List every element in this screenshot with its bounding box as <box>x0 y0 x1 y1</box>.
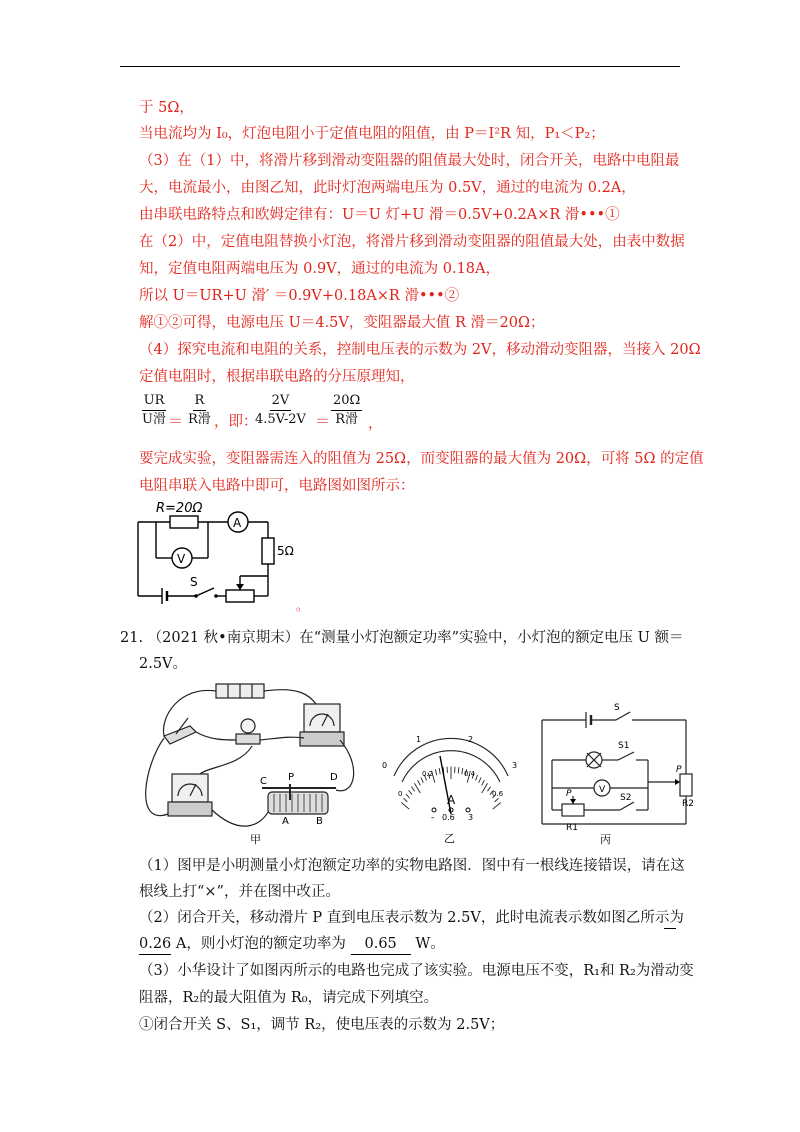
fraction-numerator: 2V <box>270 393 292 411</box>
dial-tick <box>439 768 440 774</box>
dial-tick <box>435 769 436 775</box>
question-21-line-2: 2.5V。 <box>139 656 188 672</box>
fraction-numerator: UR <box>142 393 167 411</box>
solution-line-9: 解①②可得，电源电压 U＝4.5V，变阻器最大值 R 滑＝20Ω； <box>139 315 545 331</box>
terminal-minus <box>432 808 436 812</box>
question-21-line-1: 21. （2021 秋•南京期末）在“测量小灯泡额定功率”实验中，小灯泡的额定电压 U 额＝ <box>120 630 684 646</box>
solution-line-13: 电阻串联入电路中即可，电路图如图所示： <box>139 478 415 494</box>
part-2-line-2 <box>139 934 445 955</box>
fraction-connector-text: ，即： <box>214 414 258 430</box>
terminal-3 <box>466 808 470 812</box>
dial-tick <box>462 768 463 774</box>
part-2-end-text: W。 <box>410 936 445 952</box>
dial-tick <box>495 798 499 802</box>
figure-bing-circuit <box>536 700 706 846</box>
fraction-ur-over-uslide <box>140 393 168 428</box>
dial-tick <box>482 780 485 785</box>
dial-label-0.6: 0.6 <box>492 790 504 798</box>
switch-label: S <box>190 575 198 589</box>
resistor-5ohm-label: 5Ω <box>277 544 294 558</box>
switch-s1-label: S1 <box>618 741 630 751</box>
part-1-line-2: 根线上打“×”，并在图中改正。 <box>139 884 340 900</box>
dial-tick <box>403 798 407 802</box>
dial-tick <box>487 787 490 792</box>
dial-label-0.2: 0.2 <box>422 770 434 778</box>
solution-line-10: （4）探究电流和电阻的关系，控制电压表的示数为 2V，移动滑动变阻器，当接入 20Ω <box>139 342 701 358</box>
part-3-line-1: （3）小华设计了如图丙所示的电路也完成了该实验。电源电压不变，R₁和 R₂为滑动变 <box>139 963 694 979</box>
terminal-3-label: 3 <box>468 813 474 822</box>
figure-yi-caption: 乙 <box>444 832 455 845</box>
fraction-denominator: R滑 <box>188 412 211 427</box>
solution-line-5: 由串联电路特点和欧姆定律有：U＝U 灯+U 滑＝0.5V+0.2A×R 滑•••① <box>139 207 620 223</box>
dial-tick <box>493 802 501 809</box>
terminal-d-label: D <box>330 772 338 783</box>
solution-line-11: 定值电阻时，根据串联电路的分压原理知， <box>139 369 415 385</box>
voltmeter-v-label: V <box>599 785 606 795</box>
dial-label-0: 0 <box>382 761 388 770</box>
dial-tick <box>414 783 420 793</box>
answer-blank-power: 0.65 <box>351 934 411 955</box>
terminal-a-label: A <box>282 816 289 827</box>
solution-line-3: （3）在（1）中，将滑片移到滑动变阻器的阻值最大处时，闭合开关，电路中电阻最 <box>139 153 680 169</box>
dial-tick <box>475 775 477 781</box>
trailing-period: 。 <box>296 599 309 613</box>
solution-line-1: 于 5Ω， <box>139 100 194 116</box>
dial-tick <box>482 783 488 793</box>
dial-label-0.4: 0.4 <box>464 770 476 778</box>
solution-line-7: 知，定值电阻两端电压为 0.9V，通过的电流为 0.18A， <box>139 261 501 277</box>
fraction-2v-over-diff <box>253 393 308 428</box>
solution-line-4: 大，电流最小，由图乙知，此时灯泡两端电压为 0.5V，通过的电流为 0.2A， <box>139 180 636 196</box>
part-3-line-2: 阻器，R₂的最大阻值为 R₀，请完成下列填空。 <box>139 990 439 1006</box>
answer-blank-current: 0.26 <box>139 934 171 955</box>
part-1-line-1: （1）图甲是小明测量小灯泡额定功率的实物电路图．图中有一根线连接错误，请在这 <box>139 858 685 874</box>
dial-tick <box>479 777 481 782</box>
terminal-c-label: C <box>260 776 267 787</box>
fraction-r-over-rslide <box>186 393 213 428</box>
slider-p-label: P <box>676 765 682 775</box>
rheostat-r1-label: R1 <box>566 823 578 833</box>
rheostat-r2-label: R2 <box>682 799 694 809</box>
dial-label-2: 2 <box>468 735 474 744</box>
slider-p-label: P <box>566 789 572 799</box>
dial-tick <box>418 780 421 785</box>
answer-blank-lead <box>664 908 676 929</box>
fraction-numerator: R <box>193 393 207 411</box>
dial-tick <box>409 790 412 794</box>
solution-line-12: 要完成实验，变阻器需连入的阻值为 25Ω，而变阻器的最大值为 20Ω，可将 5Ω 的定值 <box>139 451 704 467</box>
figure-jia-caption: 甲 <box>250 833 261 846</box>
solution-line-8: 所以 U＝UR+U 滑′ ＝0.9V+0.18A×R 滑•••② <box>139 288 460 304</box>
fraction-denominator: 4.5V-2V <box>255 412 306 427</box>
header-rule <box>120 66 680 67</box>
ammeter-label: A <box>233 516 242 530</box>
switch-s2-label: S2 <box>620 793 632 803</box>
dial-tick <box>421 777 423 782</box>
solution-line-6: 在（2）中，定值电阻替换小灯泡，将滑片移到滑动变阻器的阻值最大处，由表中数据 <box>139 234 685 250</box>
fixed-resistor-label: R=20Ω <box>156 501 203 516</box>
equals-sign: ＝ <box>315 412 331 430</box>
dial-tick <box>401 802 409 809</box>
part-3-step-1: ①闭合开关 S、S₁，调节 R₂，使电压表的示数为 2.5V； <box>139 1017 505 1033</box>
dial-label-0-small: 0 <box>398 790 403 798</box>
dial-tick <box>411 787 414 792</box>
fraction-numerator: 20Ω <box>331 393 362 411</box>
dial-unit-label: A <box>447 793 456 807</box>
fraction-denominator: R滑 <box>335 412 359 427</box>
part-2-line-1: （2）闭合开关，移动滑片 P 直到电压表示数为 2.5V，此时电流表示数如图乙所示为 <box>139 910 684 926</box>
dial-label-3: 3 <box>512 761 518 770</box>
figure-bing-caption: 丙 <box>600 833 611 846</box>
fraction-20ohm-over-rslide <box>331 393 362 428</box>
dial-label-1: 1 <box>416 735 422 744</box>
terminal-b-label: B <box>316 816 323 827</box>
equals-sign: ＝ <box>168 412 184 430</box>
voltmeter-label: V <box>177 552 186 566</box>
slider-p-label: P <box>288 772 295 783</box>
fraction-end-comma: ， <box>368 416 383 432</box>
solution-line-2: 当电流均为 I₀，灯泡电阻小于定值电阻的阻值，由 P＝I²R 知，P₁＜P₂； <box>139 126 605 142</box>
switch-s-label: S <box>614 703 620 713</box>
answer-circuit-diagram <box>130 496 310 612</box>
dial-tick <box>406 794 410 798</box>
terminal-0.6-label: 0.6 <box>442 813 455 822</box>
dial-tick <box>458 767 459 773</box>
figure-jia-physical-circuit <box>140 676 365 846</box>
figure-yi-ammeter-dial <box>376 724 526 846</box>
part-2-mid-text: A，则小灯泡的额定功率为 <box>171 936 351 952</box>
terminal-minus-label: - <box>431 813 435 823</box>
fraction-denominator: U滑 <box>142 412 166 427</box>
